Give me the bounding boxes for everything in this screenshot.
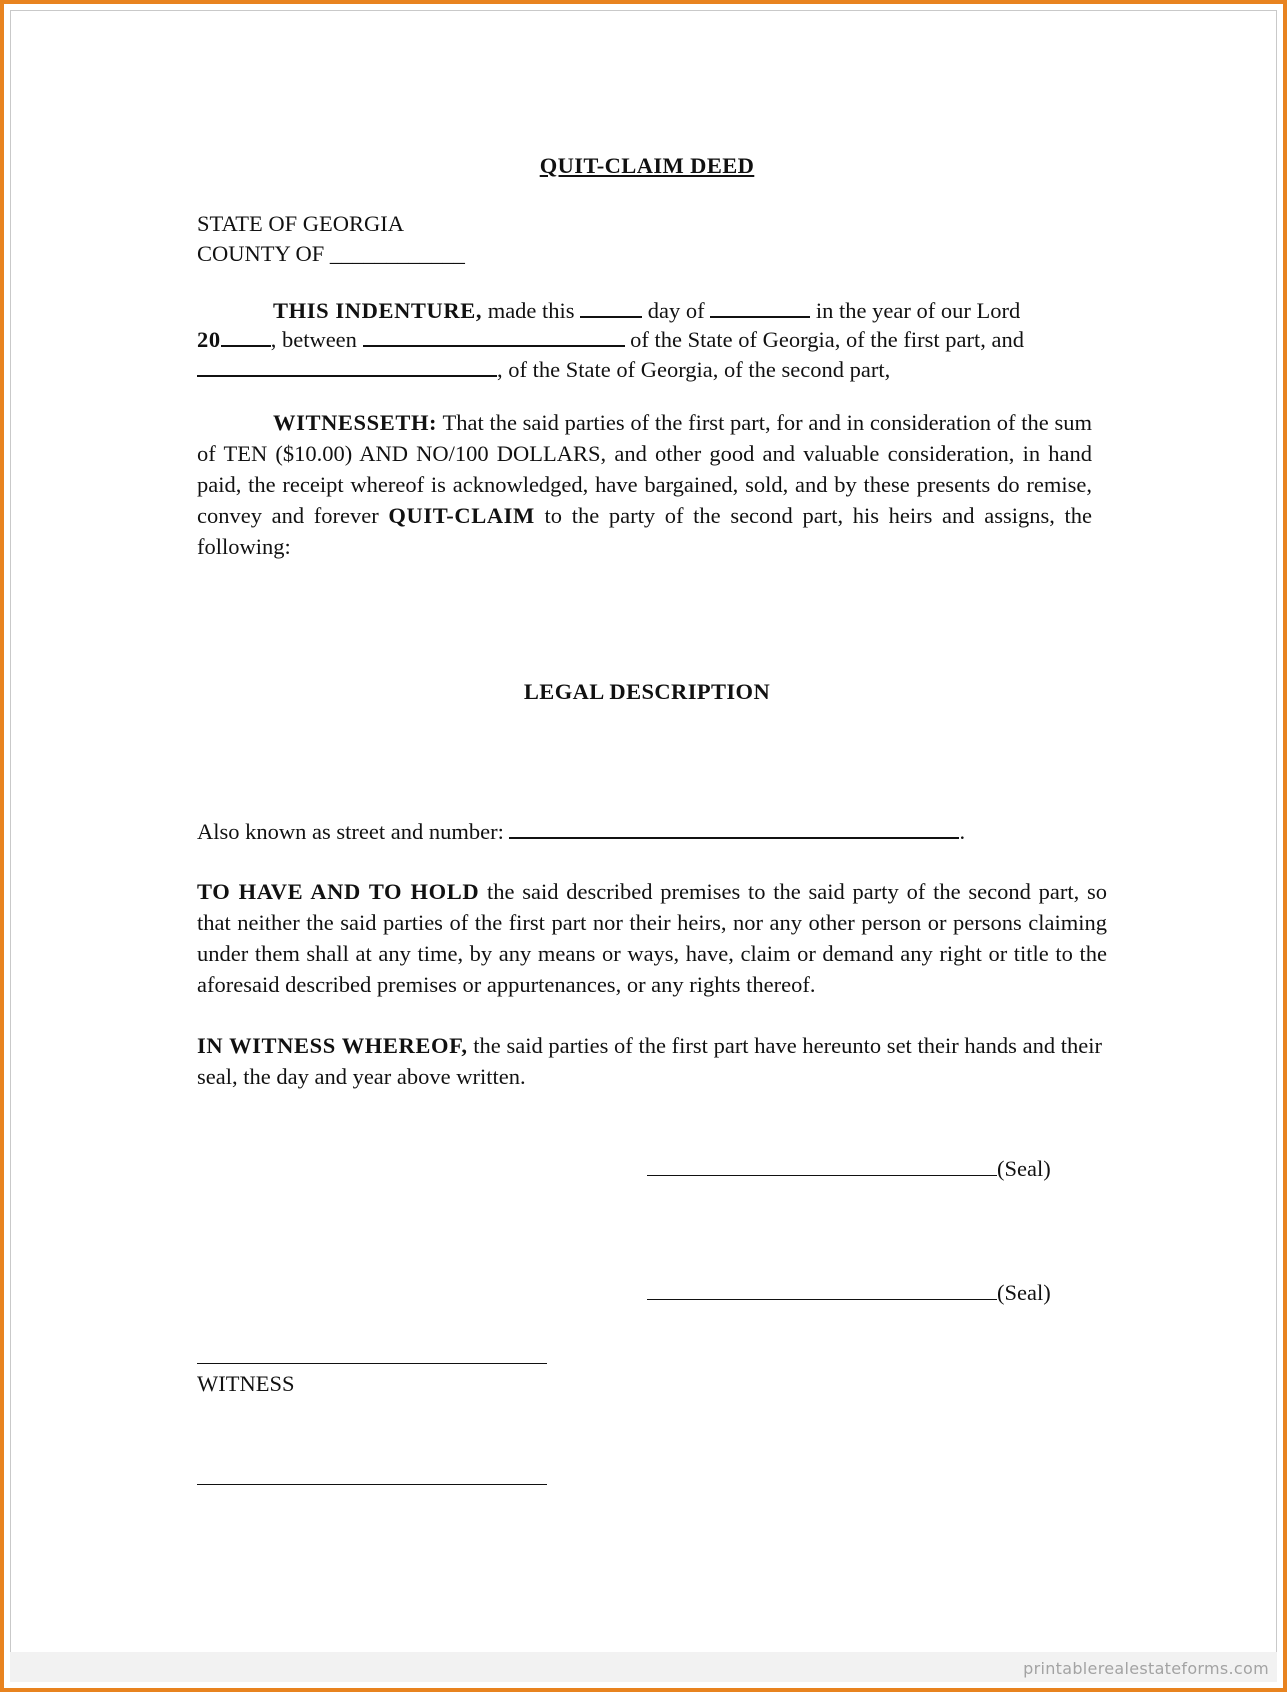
indenture-line-1 [197,294,1020,326]
witness-signature-line-1[interactable] [197,1341,547,1364]
first-party-blank[interactable] [363,323,625,347]
seal-label-1: (Seal) [997,1156,1051,1181]
year-blank[interactable] [221,323,271,347]
seal-label-2: (Seal) [997,1280,1051,1305]
indenture-text-5: of the State of Georgia, of the first part, and [624,327,1025,352]
witnesseth-text-2: to the party of the second part, his heirs and assigns, the following: [197,503,1092,559]
witness-signature-line-2[interactable] [197,1462,547,1485]
document-title: QUIT-CLAIM DEED [539,153,755,178]
habendum-text: the said described premises to the said party of the second part, so that neither the said parties of the first part nor their heirs, nor any other person or persons claiming under them shall at any time, by any means or ways, have, claim or demand any right or title to the aforesaid described premises or appurtenances, or any rights thereof. [197,879,1107,997]
state-line: STATE OF GEORGIA [197,211,404,236]
year-prefix: 20 [197,327,221,352]
witnesseth-text-1: That the said parties of the first part, for and in consideration of the sum of TEN ($10.00) AND NO/100 DOLLARS, and other good and valuable consideration, in hand paid, the receipt whereof is acknowledged, have bargained, sold, and by these presents do remise, convey and forever [197,410,1092,528]
seal-signature-2 [647,1277,1051,1308]
indenture-text-3: in the year of our Lord [810,298,1021,323]
street-label: Also known as street and number: [197,819,510,844]
indenture-line-2 [197,323,1024,355]
second-party-blank[interactable] [197,353,497,377]
indenture-text-6: , of the State of Georgia, of the second part, [497,357,891,382]
in-witness-text: the said parties of the first part have hereunto set their hands and their seal, the day and year above written. [197,1033,1102,1089]
indenture-text-2: day of [642,298,711,323]
in-witness-lead: IN WITNESS WHEREOF, [197,1033,468,1058]
county-line: COUNTY OF ____________ [197,241,465,266]
day-blank[interactable] [580,294,642,318]
habendum-lead: TO HAVE AND TO HOLD [197,879,480,904]
indenture-lead: THIS INDENTURE, [273,298,483,323]
witnesseth-paragraph [197,407,1092,562]
seal-signature-1 [647,1153,1051,1184]
witness-signature-2 [197,1462,547,1493]
indenture-text-1: made this [482,298,581,323]
street-end: . [959,819,966,844]
habendum-paragraph [197,876,1107,1000]
legal-description-heading: LEGAL DESCRIPTION [523,679,771,704]
quitclaim-bold: QUIT-CLAIM [388,503,535,528]
site-watermark: printablerealestateforms.com [1023,1659,1269,1678]
in-witness-paragraph [197,1030,1102,1092]
street-number-blank[interactable] [509,815,959,839]
indenture-text-4: , between [270,327,363,352]
seal-signature-line-2[interactable] [647,1277,997,1300]
witnesseth-lead: WITNESSETH: [273,410,438,435]
seal-signature-line-1[interactable] [647,1153,997,1176]
month-blank[interactable] [710,294,810,318]
witness-label: WITNESS [197,1371,295,1396]
street-line [197,815,965,847]
indenture-line-3 [197,353,890,385]
